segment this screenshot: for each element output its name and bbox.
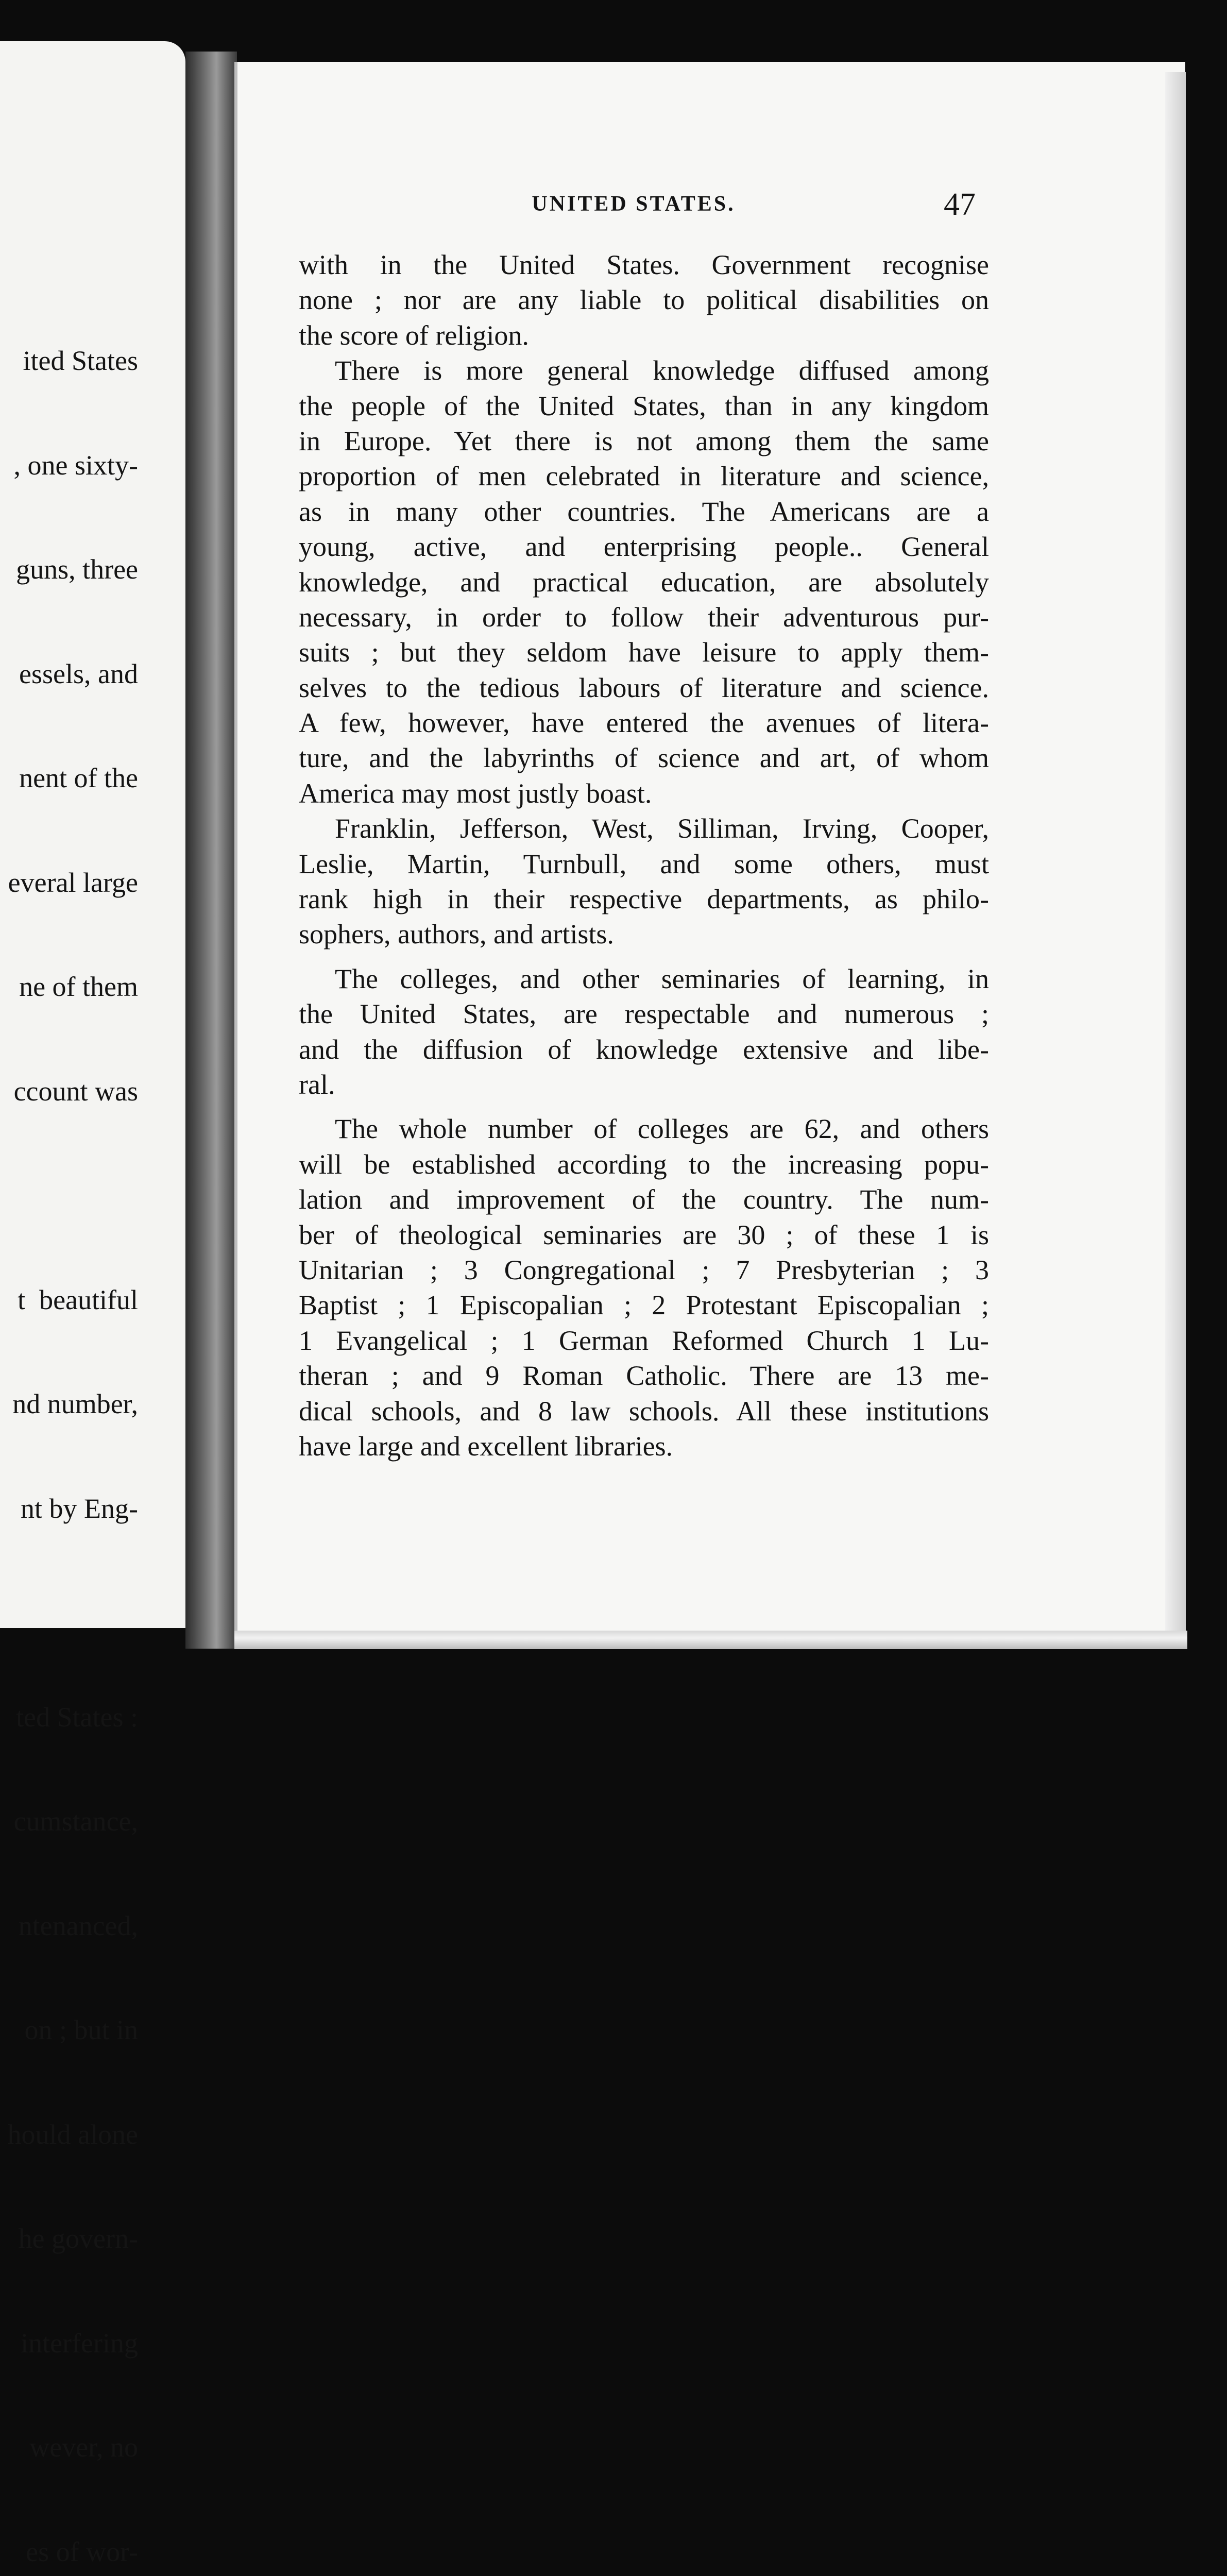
text-line: with in the United States. Government recognise: [299, 249, 989, 280]
text-line: rank high in their respective departments, as philo-: [299, 884, 989, 915]
text-line: selves to the tedious labours of literature and science.: [299, 672, 989, 703]
text-line: ber of theological seminaries are 30 ; of these 1 is: [299, 1219, 989, 1250]
text-line: have large and excellent libraries.: [299, 1430, 673, 1462]
text-line: the United States, are respectable and numerous ;: [299, 998, 989, 1030]
text-line: America may most justly boast.: [299, 777, 652, 809]
text-line: the people of the United States, than in any kingdom: [299, 390, 989, 421]
left-page: [0, 41, 185, 2567]
paragraph: [299, 1111, 989, 1464]
left-line: nent of the: [19, 762, 138, 793]
page-bottom-edge: [234, 1631, 1187, 1649]
text-line: will be established according to the increasing popu-: [299, 1148, 989, 1180]
text-line: lation and improvement of the country. The num-: [299, 1184, 989, 1215]
page-fore-edge: [1165, 72, 1186, 1643]
book-gutter: [185, 52, 237, 1649]
left-line: es of wor-: [26, 2536, 138, 2567]
text-line: ture, and the labyrinths of science and art, of whom: [299, 742, 989, 774]
left-line: ntenanced,: [18, 1910, 138, 1941]
text-line: theran ; and 9 Roman Catholic. There are 13 me-: [299, 1360, 989, 1392]
text-line: 1 Evangelical ; 1 German Reformed Church 1 Lu-: [299, 1325, 989, 1356]
left-page-text: [8, 274, 138, 2576]
left-line: , one sixty-: [13, 449, 138, 481]
left-line: wever, no: [29, 2432, 138, 2463]
paragraph: [299, 811, 989, 952]
left-line: ited States: [23, 345, 138, 376]
left-line: t beautiful: [18, 1284, 138, 1315]
left-line: nd number,: [12, 1388, 138, 1419]
text-line: as in many other countries. The Americans are a: [299, 496, 989, 527]
text-line: dical schools, and 8 law schools. All these institutions: [299, 1395, 989, 1427]
running-head: UNITED STATES.: [532, 192, 736, 216]
paragraph: [299, 353, 989, 811]
left-line: [8, 1596, 138, 1631]
left-line: guns, three: [16, 554, 138, 585]
text-line: knowledge, and practical education, are absolutely: [299, 566, 989, 598]
left-line: nt by Eng-: [21, 1493, 138, 1524]
left-line: everal large: [8, 867, 138, 898]
text-line: Unitarian ; 3 Congregational ; 7 Presbyterian ; 3: [299, 1254, 989, 1285]
text-line: proportion of men celebrated in literature and science,: [299, 461, 989, 492]
left-line: ted States :: [16, 1701, 138, 1733]
text-line: in Europe. Yet there is not among them the same: [299, 425, 989, 456]
left-line: cumstance,: [13, 1806, 138, 1837]
left-line: ne of them: [19, 971, 138, 1002]
text-line: A few, however, have entered the avenues of litera-: [299, 707, 989, 739]
text-line: Leslie, Martin, Turnbull, and some others, must: [299, 848, 989, 879]
paragraph: [299, 247, 989, 353]
text-line: the score of religion.: [299, 319, 529, 351]
page-body: [299, 247, 989, 1464]
left-line: he govern-: [18, 2223, 138, 2254]
text-line: Baptist ; 1 Episcopalian ; 2 Protestant Episcopalian ;: [299, 1290, 989, 1321]
text-line: and the diffusion of knowledge extensive and libe-: [299, 1033, 989, 1065]
left-line: [8, 1178, 138, 1213]
left-line: ccount was: [13, 1075, 138, 1107]
text-line: The whole number of colleges are 62, and others: [335, 1113, 989, 1145]
text-line: young, active, and enterprising people.. General: [299, 531, 989, 563]
left-line: interfering: [21, 2327, 138, 2359]
left-line: on ; but in: [24, 2014, 138, 2045]
text-line: sophers, authors, and artists.: [299, 919, 614, 950]
text-line: The colleges, and other seminaries of learning, in: [335, 963, 989, 994]
text-line: none ; nor are any liable to political disabilities on: [299, 284, 989, 316]
paragraph: [299, 961, 989, 1103]
left-line: essels, and: [19, 658, 138, 689]
text-line: necessary, in order to follow their adventurous pur-: [299, 601, 989, 633]
left-line: hould alone: [7, 2119, 138, 2150]
page-number: 47: [944, 187, 976, 222]
text-line: Franklin, Jefferson, West, Silliman, Irving, Cooper,: [335, 813, 989, 844]
text-line: ral.: [299, 1069, 335, 1100]
text-line: suits ; but they seldom have leisure to apply them-: [299, 637, 989, 668]
text-line: There is more general knowledge diffused among: [335, 355, 989, 386]
